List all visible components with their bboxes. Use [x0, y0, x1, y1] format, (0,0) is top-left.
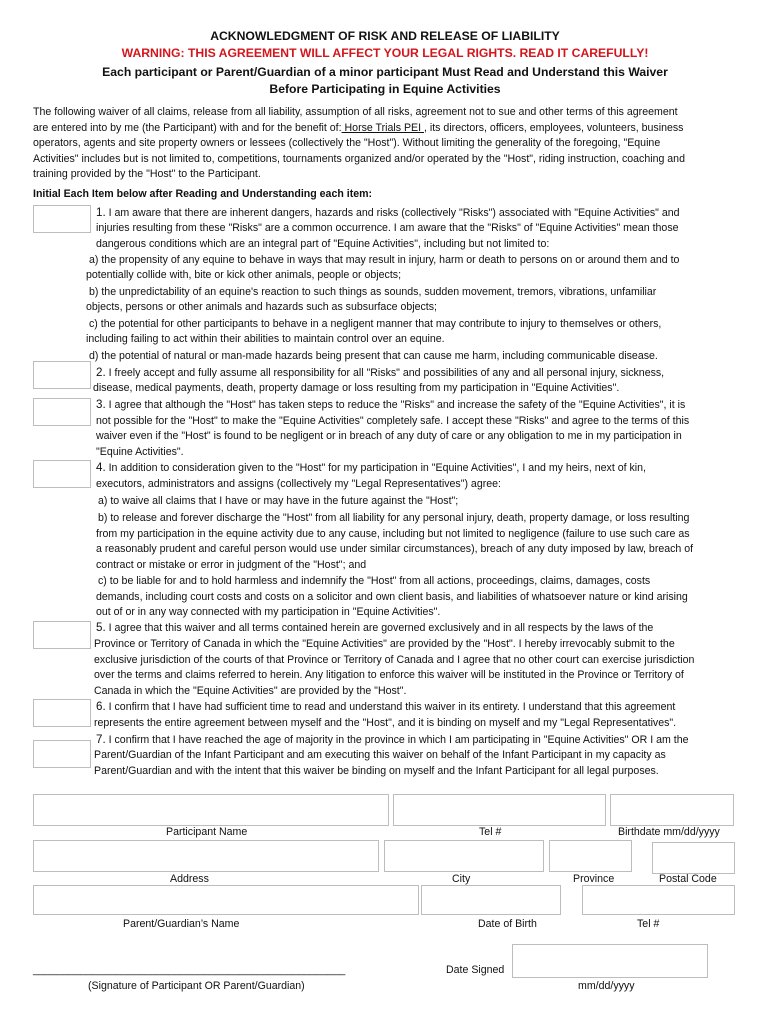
- birthdate-field[interactable]: [610, 794, 734, 826]
- item-1a-line: potentially collide with, bite or kick other animals, people or objects;: [86, 269, 402, 281]
- item-3-line: not possible for the "Host" to make the "Equine Activities" completely safe. I accept these "Risks" and agree to the terms of this: [96, 415, 690, 427]
- item-text: I confirm that I have had sufficient time to read and understand this waiver in its entirety. I understand that this agreement: [105, 701, 676, 713]
- tel-field[interactable]: [393, 794, 606, 826]
- warning-text: WARNING: THIS AGREEMENT WILL AFFECT YOUR LEGAL RIGHTS. READ IT CAREFULLY!: [121, 46, 649, 60]
- city-label: City: [452, 873, 471, 885]
- item-1-line: injuries resulting from these "Risks" are a common occurrence. I am aware that the "Risks" of "Equine Activities" mean those: [96, 222, 679, 234]
- guardian-tel-field[interactable]: [582, 885, 735, 915]
- item-4c-line: c) to be liable for and to hold harmless and indemnify the "Host" from all actions, proceedings, claims, damages, costs: [98, 575, 651, 587]
- intro-line: The following waiver of all claims, release from all liability, assumption of all risks, agreement not to sue and other terms of this agreement: [33, 106, 678, 118]
- item-1b-line: b) the unpredictability of an equine's reaction to such things as sounds, sudden movement, tremors, vibrations, unfamiliar: [89, 286, 657, 298]
- item-5-line: Canada in which the "Equine Activities" are provided by the "Host".: [94, 685, 407, 697]
- signature-line[interactable]: _____________________________________________________: [33, 964, 346, 976]
- date-signed-field[interactable]: [512, 944, 708, 978]
- item-4b-line: a reasonably prudent and careful person would use under similar circumstances), breach of any duty imposed by law, breach of: [96, 543, 694, 555]
- postal-code-field[interactable]: [652, 842, 735, 874]
- address-label: Address: [170, 873, 209, 885]
- initial-box-2[interactable]: [33, 361, 91, 389]
- item-1c-line: including failing to act within their abilities to maintain control over an equine.: [86, 333, 445, 345]
- item-number: 3.: [96, 398, 106, 411]
- item-4b-line: from my participation in the equine activity due to any cause, including but not limited to negligence (failure to use such care as: [96, 528, 690, 540]
- item-4c-line: demands, including court costs and costs on a solicitor and own client basis, and liabilities of whatsoever nature or kind arising: [96, 591, 688, 603]
- item-number: 5.: [96, 621, 106, 634]
- item-7-line: Parent/Guardian and with the intent that this waiver be binding on myself and the Infant Participant for all legal purposes.: [94, 765, 659, 777]
- item-text: I agree that this waiver and all terms contained herein are governed exclusively and in all respects by the laws of the: [105, 622, 654, 634]
- item-1a-line: a) the propensity of any equine to behave in ways that may result in injury, harm or death to persons on or around them and to: [89, 254, 680, 266]
- city-field[interactable]: [384, 840, 544, 872]
- item-5-line: over the terms and claims referred to herein. Any litigation to enforce this waiver will be instituted in the Province or Territory of: [94, 669, 684, 681]
- item-3-line: [96, 398, 685, 412]
- item-text: I freely accept and fully assume all responsibility for all "Risks" and possibilities of any and all personal injury, sickness,: [105, 367, 665, 379]
- date-signed-label: Date Signed: [446, 964, 505, 976]
- item-1-line: dangerous conditions which are an integral part of "Equine Activities", including but not limited to:: [96, 238, 550, 250]
- intro-text: are entered into by me (the Participant) with and for the benefit of:: [33, 122, 342, 134]
- item-1-line: [96, 206, 680, 220]
- item-1c-line: c) the potential for other participants to behave in a negligent manner that may contribute to injury to themselves or others,: [89, 318, 662, 330]
- item-6-line: [96, 700, 675, 714]
- item-4b-line: contract or mistake or error in judgment of the "Host"; and: [96, 559, 367, 571]
- item-4c-line: out of or in any way connected with my participation in "Equine Activities".: [96, 606, 441, 618]
- item-number: 1.: [96, 206, 106, 219]
- initial-box-3[interactable]: [33, 398, 91, 426]
- province-label: Province: [573, 873, 615, 885]
- tel-label: Tel #: [479, 826, 502, 838]
- item-2-line: [96, 366, 664, 380]
- item-7-line: [96, 733, 688, 747]
- initial-box-6[interactable]: [33, 699, 91, 727]
- postal-code-label: Postal Code: [659, 873, 717, 885]
- item-7-line: Parent/Guardian of the Infant Participant and am executing this waiver on behalf of the Infant Participant in my capacity as: [94, 749, 666, 761]
- item-4-line: [96, 461, 646, 475]
- signature-label: (Signature of Participant OR Parent/Guardian): [88, 980, 305, 992]
- item-4-line: executors, administrators and assigns (collectively my "Legal Representatives") agree:: [96, 478, 501, 490]
- birthdate-label: Birthdate mm/dd/yyyy: [618, 826, 720, 838]
- item-6-line: represents the entire agreement between myself and the "Host", and it is binding on myself and my "Legal Representatives".: [94, 717, 677, 729]
- initial-box-7[interactable]: [33, 740, 91, 768]
- subtitle-line-2: Before Participating in Equine Activities: [269, 82, 501, 96]
- intro-line: operators, agents and site property owners or lessees (collectively the "Host"). Without limiting the generality of the foregoing, "Equine: [33, 137, 661, 149]
- item-5-line: [96, 621, 653, 635]
- item-3-line: waiver even if the "Host" is found to be negligent or in breach of any duty of care or any obligation to me in my participation in: [96, 430, 682, 442]
- participant-name-field[interactable]: [33, 794, 389, 826]
- item-4a-line: a) to waive all claims that I have or may have in the future against the "Host";: [98, 495, 459, 507]
- item-1b-line: objects, persons or other animals and hazards such as subsurface objects;: [86, 301, 437, 313]
- address-field[interactable]: [33, 840, 379, 872]
- guardian-tel-label: Tel #: [637, 918, 660, 930]
- item-number: 6.: [96, 700, 106, 713]
- initial-box-5[interactable]: [33, 621, 91, 649]
- guardian-name-label: Parent/Guardian’s Name: [123, 918, 240, 930]
- item-text: I agree that although the "Host" has taken steps to reduce the "Risks" and increase the safety of the "Equine Activities", it is: [105, 399, 686, 411]
- item-1d-line: d) the potential of natural or man-made hazards being present that can cause me harm, including communicable disease.: [89, 350, 658, 362]
- intro-line: training provided by the "Host" to the Participant.: [33, 168, 261, 180]
- date-of-birth-label: Date of Birth: [478, 918, 537, 930]
- item-number: 7.: [96, 733, 106, 746]
- initial-box-4[interactable]: [33, 460, 91, 488]
- item-text: I confirm that I have reached the age of majority in the province in which I am participating in "Equine Activities" OR I am the: [105, 734, 689, 746]
- intro-text: , its directors, officers, employees, volunteers, business: [424, 122, 684, 134]
- subtitle-line-1: Each participant or Parent/Guardian of a minor participant Must Read and Understand this Waiver: [102, 65, 668, 79]
- document-title: ACKNOWLEDGMENT OF RISK AND RELEASE OF LIABILITY: [210, 29, 560, 43]
- intro-line: [33, 121, 683, 135]
- item-number: 2.: [96, 366, 106, 379]
- participant-name-label: Participant Name: [166, 826, 248, 838]
- item-4b-line: b) to release and forever discharge the "Host" from all liability for any personal injury, death, property damage, or loss resulting: [98, 512, 690, 524]
- intro-line: Activities" includes but is not limited to, competitions, tournaments organized and/or operated by the "Host", riding instruction, coaching and: [33, 153, 685, 165]
- host-name: Horse Trials PEI: [341, 122, 424, 134]
- item-2-line: disease, medical payments, death, property damage or loss resulting from my participation in "Equine Activities".: [93, 382, 620, 394]
- date-of-birth-field[interactable]: [421, 885, 561, 915]
- item-5-line: exclusive jurisdiction of the courts of that Province or Territory of Canada and I agree that no other court can exercise jurisdiction: [94, 654, 695, 666]
- item-text: I am aware that there are inherent dangers, hazards and risks (collectively "Risks") associated with "Equine Activities" and: [105, 207, 680, 219]
- item-3-line: "Equine Activities".: [96, 446, 184, 458]
- item-5-line: Province or Territory of Canada in which the "Equine Activities" are provided by the "Host". I hereby irrevocably submit to the: [94, 638, 675, 650]
- province-field[interactable]: [549, 840, 632, 872]
- guardian-name-field[interactable]: [33, 885, 419, 915]
- item-text: In addition to consideration given to the "Host" for my participation in "Equine Activities", I and my heirs, next of kin,: [105, 462, 646, 474]
- date-format-label: mm/dd/yyyy: [578, 980, 635, 992]
- initial-box-1[interactable]: [33, 205, 91, 233]
- initial-heading: Initial Each Item below after Reading and Understanding each item:: [33, 188, 373, 200]
- item-number: 4.: [96, 461, 106, 474]
